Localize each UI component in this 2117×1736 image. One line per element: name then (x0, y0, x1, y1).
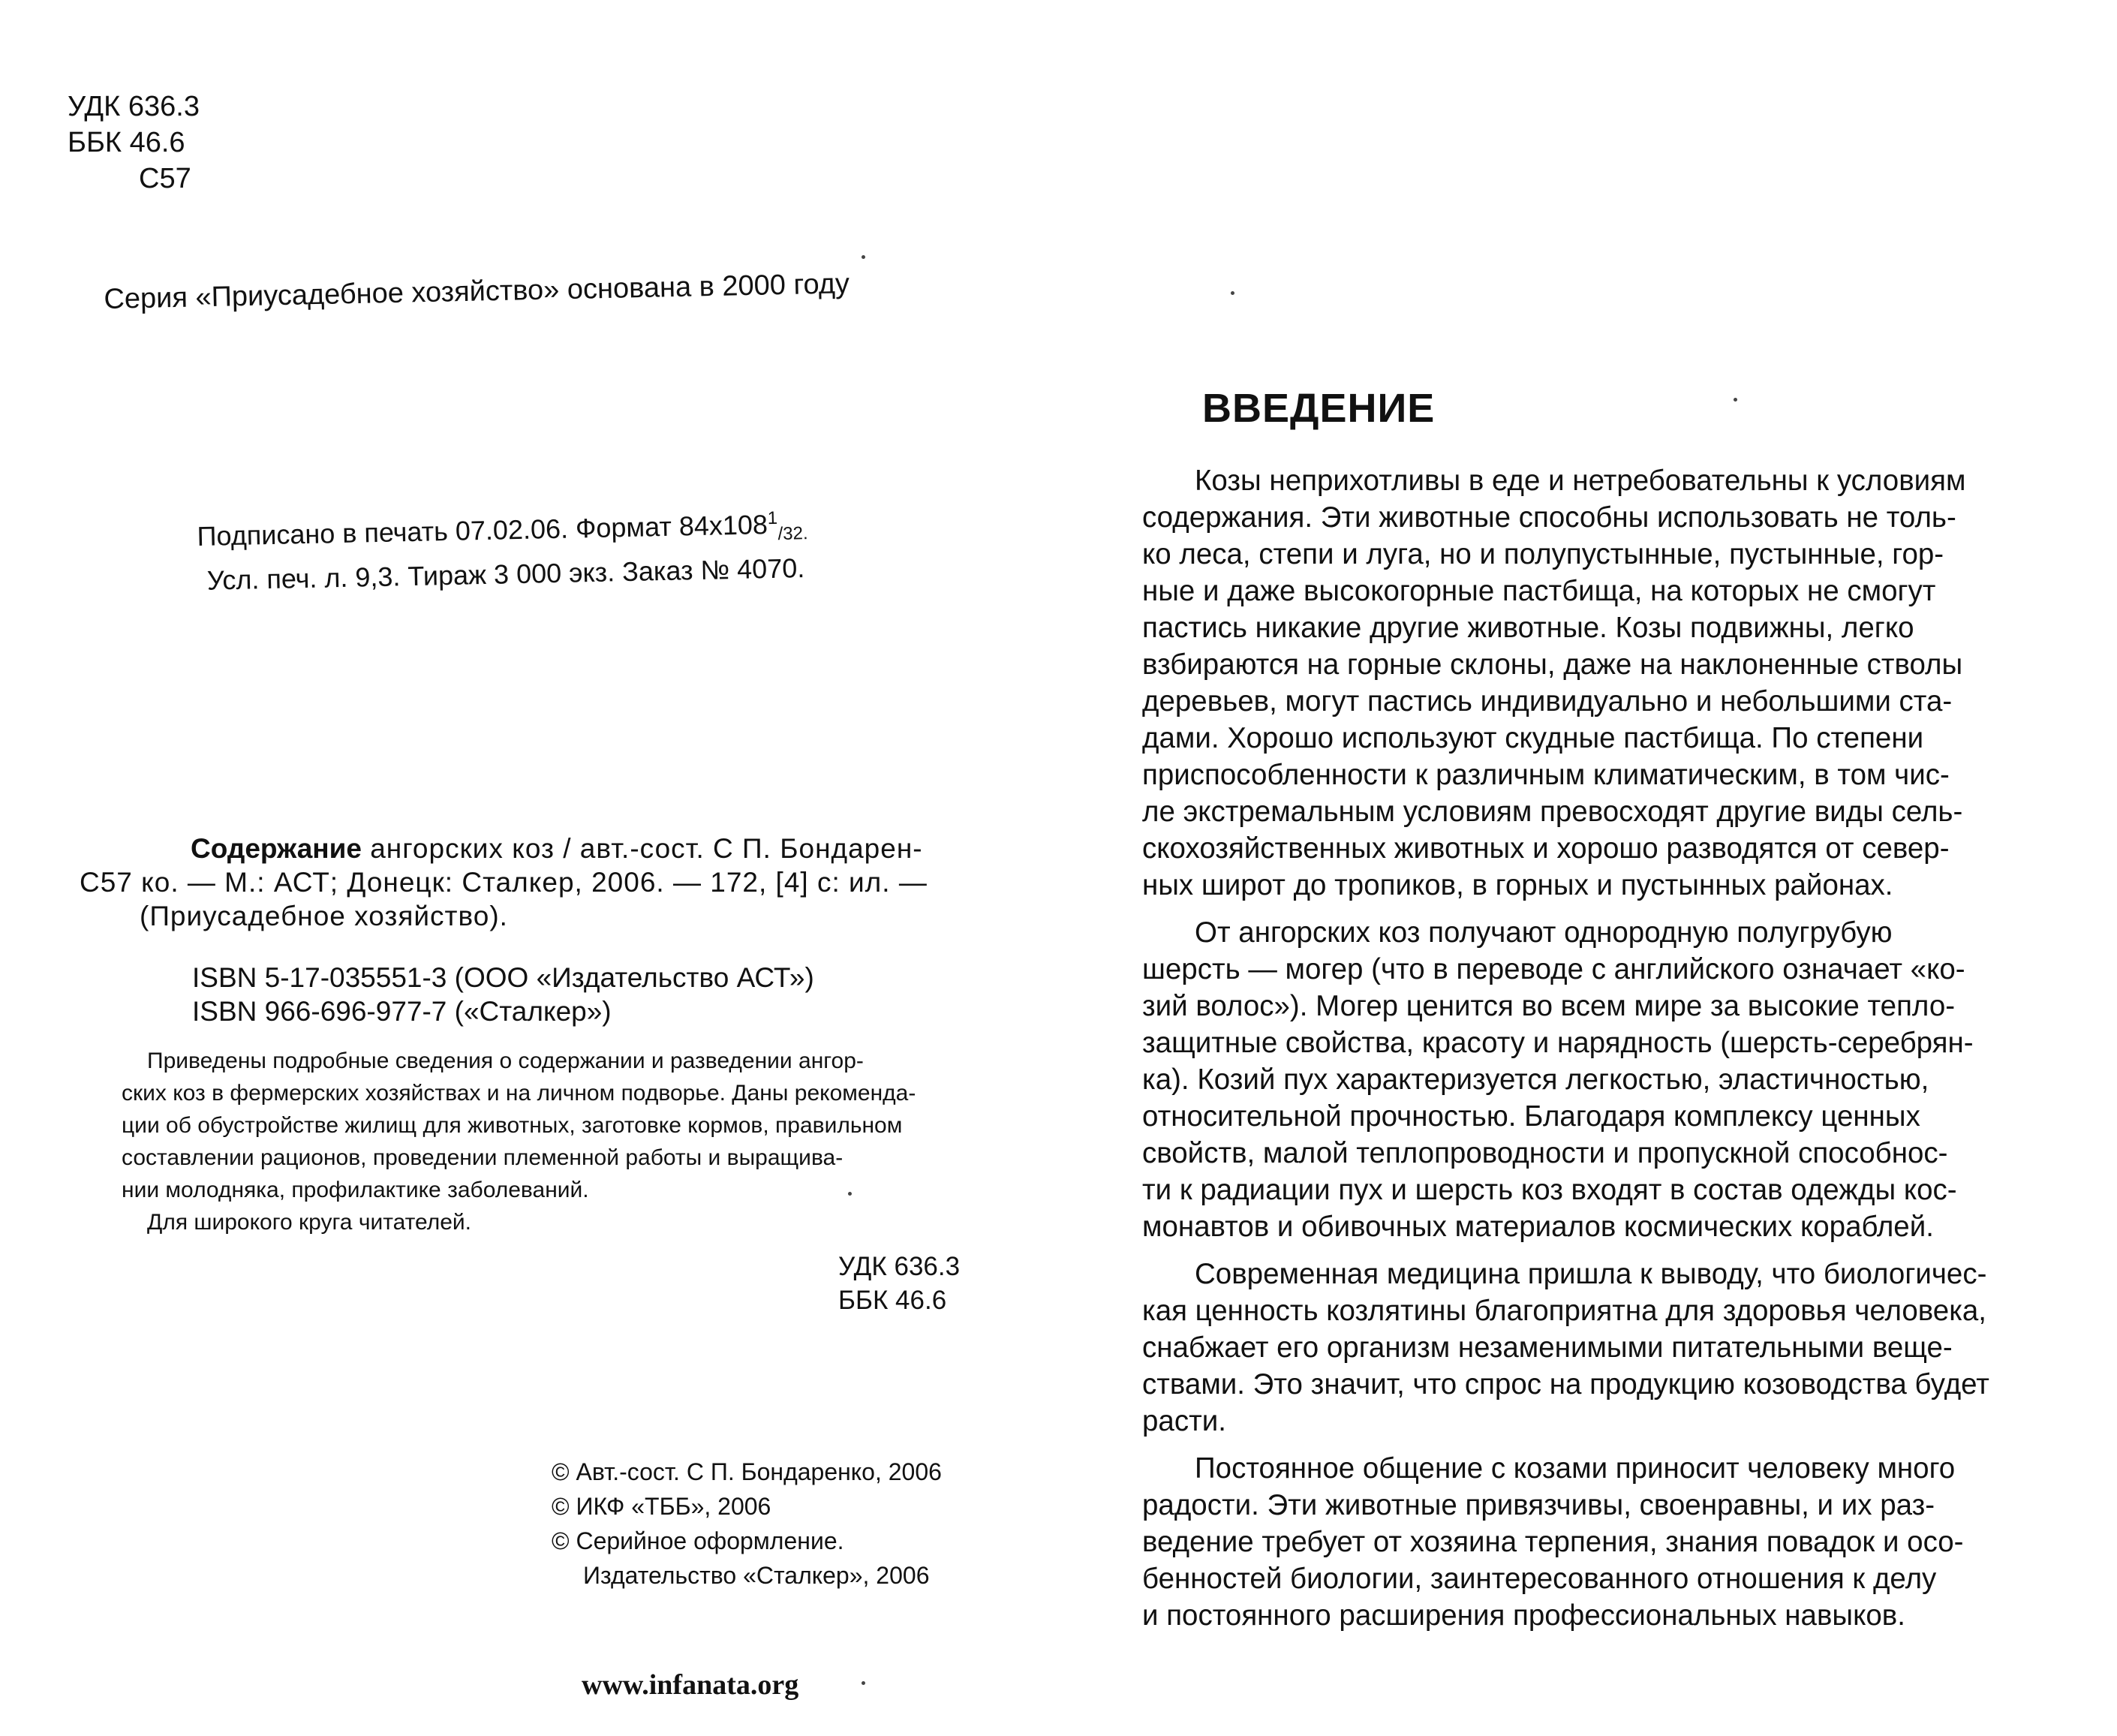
text-line: скохозяйственных животных и хорошо разводятся от север- (1142, 832, 1950, 865)
text-line: расти. (1142, 1405, 1226, 1437)
text-line: свойств, малой теплопроводности и пропускной способнос- (1142, 1137, 1948, 1169)
annotation-line: составлении рационов, проведении племенной работы и выращива- (122, 1145, 843, 1170)
annotation-line: ских коз в фермерских хозяйствах и на личном подворье. Даны рекоменда- (122, 1081, 916, 1106)
copyright-line: Издательство «Сталкер», 2006 (583, 1562, 930, 1589)
print-info-line1: Подписано в печать 07.02.06. Формат $84x108^1_{/32.}$ (197, 507, 808, 552)
print-info (197, 501, 809, 598)
text-line: ко леса, степи и луга, но и полупустынные, пустынные, гор- (1142, 538, 1944, 570)
isbn-block (192, 961, 814, 1028)
isbn-stalker: ISBN 966-696-977-7 («Сталкер») (192, 996, 612, 1027)
udk-code: УДК 636.3 (68, 91, 200, 122)
text-line: монавтов и обивочных материалов космических кораблей. (1142, 1211, 1934, 1243)
bbk-code-bottom: ББК 46.6 (838, 1286, 947, 1315)
bibliographic-record (80, 832, 973, 933)
udk-bottom (838, 1250, 960, 1317)
copyright-block (552, 1455, 942, 1593)
biblio-title-word: Содержание (191, 833, 362, 864)
text-line: бенностей биологии, заинтересованного отношения к делу (1142, 1563, 1937, 1595)
biblio-line2: С57 ко. — М.: АСТ; Донецк: Сталкер, 2006. — 172, [4] с: ил. — (80, 867, 928, 898)
text-line: ти к радиации пух и шерсть коз входят в состав одежды кос- (1142, 1174, 1957, 1206)
left-page (0, 0, 1058, 1736)
annotation (122, 1045, 973, 1238)
text-line: Современная медицина пришла к выводу, что биологичес- (1195, 1258, 1987, 1290)
text-line: зий волос»). Могер ценится во всем мире за высокие тепло- (1142, 990, 1956, 1022)
text-line: От ангорских коз получают однородную полугрубую (1195, 916, 1893, 949)
annotation-line: нии молодняка, профилактике заболеваний. (122, 1178, 589, 1202)
website-link[interactable]: www.infanata.org (582, 1669, 799, 1701)
text-line: ле экстремальным условиям превосходят другие виды сель- (1142, 796, 1963, 828)
text-line: защитные свойства, красоту и нарядность (шерсть-серебрян- (1142, 1027, 1974, 1059)
text-line: ные и даже высокогорные пастбища, на которых не смогут (1142, 575, 1936, 607)
scan-speck (1231, 291, 1234, 295)
text-line: пастись никакие другие животные. Козы подвижны, легко (1142, 612, 1914, 644)
text-line: взбираются на горные склоны, даже на наклоненные стволы (1142, 648, 1963, 681)
paragraph-2 (1142, 914, 2043, 1245)
introduction-text (1142, 462, 2043, 1644)
text-line: дами. Хорошо используют скудные пастбища. По степени (1142, 722, 1924, 754)
text-line: ствами. Это значит, что спрос на продукцию козоводства будет (1142, 1368, 1989, 1401)
text-line: ведение требует от хозяина терпения, знания повадок и осо- (1142, 1526, 1964, 1558)
text-line: Постоянное общение с козами приносит человеку много (1195, 1452, 1956, 1485)
biblio-line3: (Приусадебное хозяйство). (140, 901, 508, 931)
biblio-line1: Содержание ангорских коз / авт.-сост. С П. Бондарен- (191, 833, 923, 864)
scan-speck (1734, 398, 1737, 402)
series-note: Серия «Приусадебное хозяйство» основана в 2000 году (104, 268, 850, 315)
annotation-audience: Для широкого круга читателей. (147, 1210, 472, 1235)
text-line: приспособленности к различным климатическим, в том чис- (1142, 759, 1950, 791)
text-line: содержания. Эти животные способны использовать не толь- (1142, 501, 1956, 534)
annotation-line: ции об обустройстве жилищ для животных, заготовке кормов, правильном (122, 1113, 903, 1138)
classification-codes (68, 89, 200, 197)
text-line: шерсть — могер (что в переводе с английского означает «ко- (1142, 953, 1965, 985)
print-info-line2: Усл. печ. л. 9,3. Тираж 3 000 экз. Заказ № 4070. (206, 552, 805, 596)
author-mark: С57 (139, 163, 191, 194)
udk-code-bottom: УДК 636.3 (838, 1252, 961, 1281)
text-line: деревьев, могут пастись индивидуально и небольшими ста- (1142, 685, 1953, 718)
chapter-title: ВВЕДЕНИЕ (1202, 386, 1436, 431)
text-line: и постоянного расширения профессиональных навыков. (1142, 1599, 1905, 1632)
annotation-line: Приведены подробные сведения о содержании и разведении ангор- (147, 1049, 864, 1073)
text-line: относительной прочностью. Благодаря комплексу ценных (1142, 1100, 1920, 1133)
bbk-code: ББК 46.6 (68, 127, 185, 158)
paragraph-4 (1142, 1450, 2043, 1634)
isbn-ast: ISBN 5-17-035551-3 (ООО «Издательство АСТ») (192, 962, 814, 993)
text-line: кая ценность козлятины благоприятна для здоровья человека, (1142, 1295, 1986, 1327)
right-page (1058, 0, 2117, 1736)
paragraph-3 (1142, 1256, 2043, 1440)
scan-speck (862, 1681, 865, 1685)
copyright-line: © Серийное оформление. (552, 1527, 844, 1554)
paragraph-1 (1142, 462, 2043, 904)
scan-speck (848, 1192, 852, 1196)
text-line: Козы неприхотливы в еде и нетребовательны к условиям (1195, 465, 1966, 497)
text-line: снабжает его организм незаменимыми питательными веще- (1142, 1331, 1953, 1364)
text-line: ных широт до тропиков, в горных и пустынных районах. (1142, 869, 1893, 901)
text-line: радости. Эти животные привязчивы, своенравны, и их раз- (1142, 1489, 1935, 1521)
copyright-line: © Авт.-сост. С П. Бондаренко, 2006 (552, 1458, 942, 1485)
copyright-line: © ИКФ «ТББ», 2006 (552, 1493, 771, 1520)
scan-speck (862, 255, 865, 259)
text-line: ка). Козий пух характеризуется легкостью, эластичностью, (1142, 1064, 1929, 1096)
